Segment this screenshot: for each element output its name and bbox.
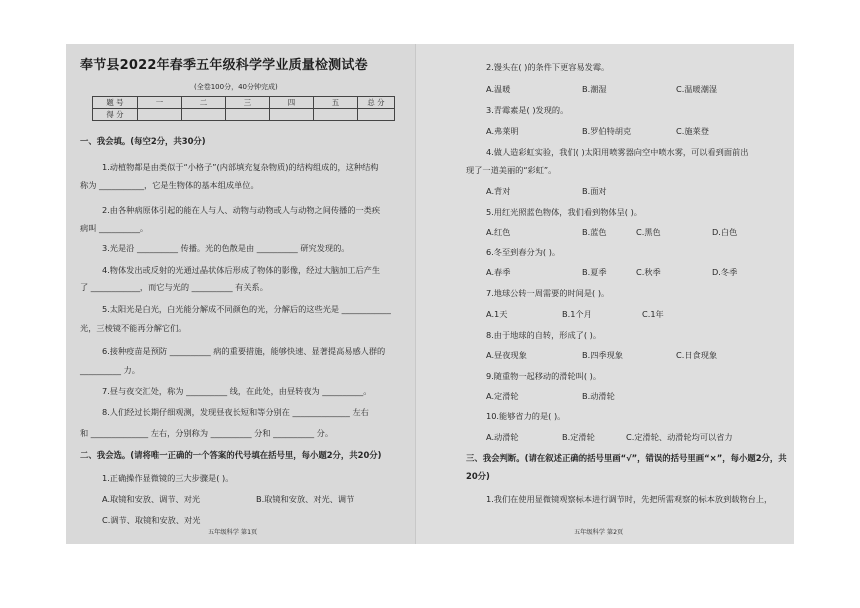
option-line: C.施莱登 [676, 126, 709, 136]
question-line: 5.用红光照蓝色物体，我们看到物体呈( )。 [486, 207, 642, 217]
table-cell: 三 [226, 97, 270, 109]
option-line: C.黑色 [636, 227, 661, 237]
option-line: A.红色 [486, 227, 511, 237]
option-line: A.动滑轮 [486, 432, 519, 442]
option-line: C.1年 [642, 309, 664, 319]
section-heading-choice: 二、我会选。(请将唯一正确的一个答案的代号填在括号里，每小题2分，共20分) [80, 450, 382, 460]
section-heading-fill: 一、我会填。(每空2分，共30分) [80, 136, 206, 146]
question-line: 1.动植物都是由类似于“小格子”(内部填充复杂物质)的结构组成的，这种结构 [102, 162, 379, 172]
question-line: 1.我们在使用显微镜观察标本进行调节时，先把所需观察的标本放到载物台上， [486, 494, 773, 504]
table-cell: 四 [270, 97, 314, 109]
table-cell [182, 109, 226, 121]
option-line: B.动滑轮 [582, 391, 615, 401]
table-cell: 二 [182, 97, 226, 109]
question-line: 现了一道美丽的“彩虹”。 [466, 165, 557, 175]
question-line: 8.由于地球的自转，形成了( )。 [486, 330, 602, 340]
question-line: 6.接种疫苗是预防 __________ 病的重要措施，能够快速、显著提高易感人群的 [102, 346, 386, 356]
option-line: B.面对 [582, 186, 607, 196]
question-line: 和 ______________ 左右，分别称为 __________ 分和 __________ 分。 [80, 428, 334, 438]
exam-subtitle: (全卷100分，40分钟完成) [194, 83, 278, 91]
table-cell [138, 109, 182, 121]
question-line: 5.太阳光是白光，白光能分解成不同颜色的光，分解后的这些光是 ____________ [102, 304, 391, 314]
exam-page-1 [66, 44, 418, 544]
option-line: A.取镜和安放、调节、对光 [102, 494, 201, 504]
question-line: 7.昼与夜交汇处，称为 __________ 线，在此处，由昼转夜为 __________。 [102, 386, 372, 396]
table-cell: 得 分 [93, 109, 138, 121]
option-line: A.1天 [486, 309, 508, 319]
score-table-row [93, 109, 395, 121]
question-line: 病叫 __________。 [80, 223, 149, 233]
table-cell: 总 分 [358, 97, 395, 109]
question-line: 6.冬至到春分为( )。 [486, 247, 561, 257]
score-table [92, 96, 395, 121]
question-line: 4.做人造彩虹实验，我们( )太阳用喷雾器向空中喷水雾，可以看到面前出 [486, 147, 749, 157]
question-line: __________ 力。 [80, 365, 140, 375]
option-line: B.罗伯特胡克 [582, 126, 632, 136]
option-line: A.弗莱明 [486, 126, 519, 136]
option-line: A.昼夜现象 [486, 350, 527, 360]
option-line: A.春季 [486, 267, 511, 277]
exam-page-2 [416, 44, 794, 544]
option-line: B.定滑轮 [562, 432, 595, 442]
option-line: C.调节、取镜和安放、对光 [102, 515, 201, 525]
option-line: A.温暖 [486, 84, 511, 94]
page-footer: 五年级科学 第1页 [208, 529, 258, 536]
question-line: 了 ____________，而它与光的 __________ 有关系。 [80, 282, 268, 292]
question-line: 3.青霉素是( )发现的。 [486, 105, 569, 115]
table-cell: 题 号 [93, 97, 138, 109]
table-cell [226, 109, 270, 121]
question-line: 7.地球公转一周需要的时间是( )。 [486, 288, 610, 298]
option-line: B.四季现象 [582, 350, 623, 360]
page-footer: 五年级科学 第2页 [574, 529, 624, 536]
section-heading-judge: 三、我会判断。(请在叙述正确的括号里画“√”，错误的括号里画“×”，每小题2分，共 [466, 453, 787, 463]
option-line: B.1个月 [562, 309, 592, 319]
option-line: A.背对 [486, 186, 511, 196]
table-cell [358, 109, 395, 121]
question-line: 1.正确操作显微镜的三大步骤是( )。 [102, 473, 234, 483]
exam-title: 奉节县2022年春季五年级科学学业质量检测试卷 [80, 58, 368, 73]
option-line: C.温暖潮湿 [676, 84, 718, 94]
section-heading-judge-cont: 20分) [466, 471, 490, 481]
option-line: C.定滑轮、动滑轮均可以省力 [626, 432, 733, 442]
option-line: A.定滑轮 [486, 391, 519, 401]
question-line: 9.随重物一起移动的滑轮叫( )。 [486, 371, 602, 381]
question-line: 2.由各种病原体引起的能在人与人、动物与动物或人与动物之间传播的一类疾 [102, 205, 381, 215]
option-line: D.冬季 [712, 267, 738, 277]
option-line: C.日食现象 [676, 350, 718, 360]
table-cell [270, 109, 314, 121]
question-line: 3.光是沿 __________ 传播。光的色散是由 __________ 研究发现的。 [102, 243, 350, 253]
score-table-row [93, 97, 395, 109]
exam-sheet [66, 44, 794, 544]
option-line: B.蓝色 [582, 227, 607, 237]
table-cell: 五 [314, 97, 358, 109]
question-line: 10.能够省力的是( )。 [486, 411, 566, 421]
question-line: 光，三棱镜不能再分解它们。 [80, 323, 187, 333]
question-line: 8.人们经过长期仔细观测，发现昼夜长短和等分别在 ______________ 左右 [102, 407, 369, 417]
question-line: 4.物体发出或反射的光通过晶状体后形成了物体的影像，经过大脑加工后产生 [102, 265, 381, 275]
option-line: B.夏季 [582, 267, 607, 277]
option-line: C.秋季 [636, 267, 661, 277]
option-line: B.取镜和安放、对光、调节 [256, 494, 355, 504]
option-line: B.潮湿 [582, 84, 607, 94]
table-cell [314, 109, 358, 121]
question-line: 称为 ___________，它是生物体的基本组成单位。 [80, 180, 259, 190]
table-cell: 一 [138, 97, 182, 109]
question-line: 2.馒头在( )的条件下更容易发霉。 [486, 62, 610, 72]
option-line: D.白色 [712, 227, 738, 237]
